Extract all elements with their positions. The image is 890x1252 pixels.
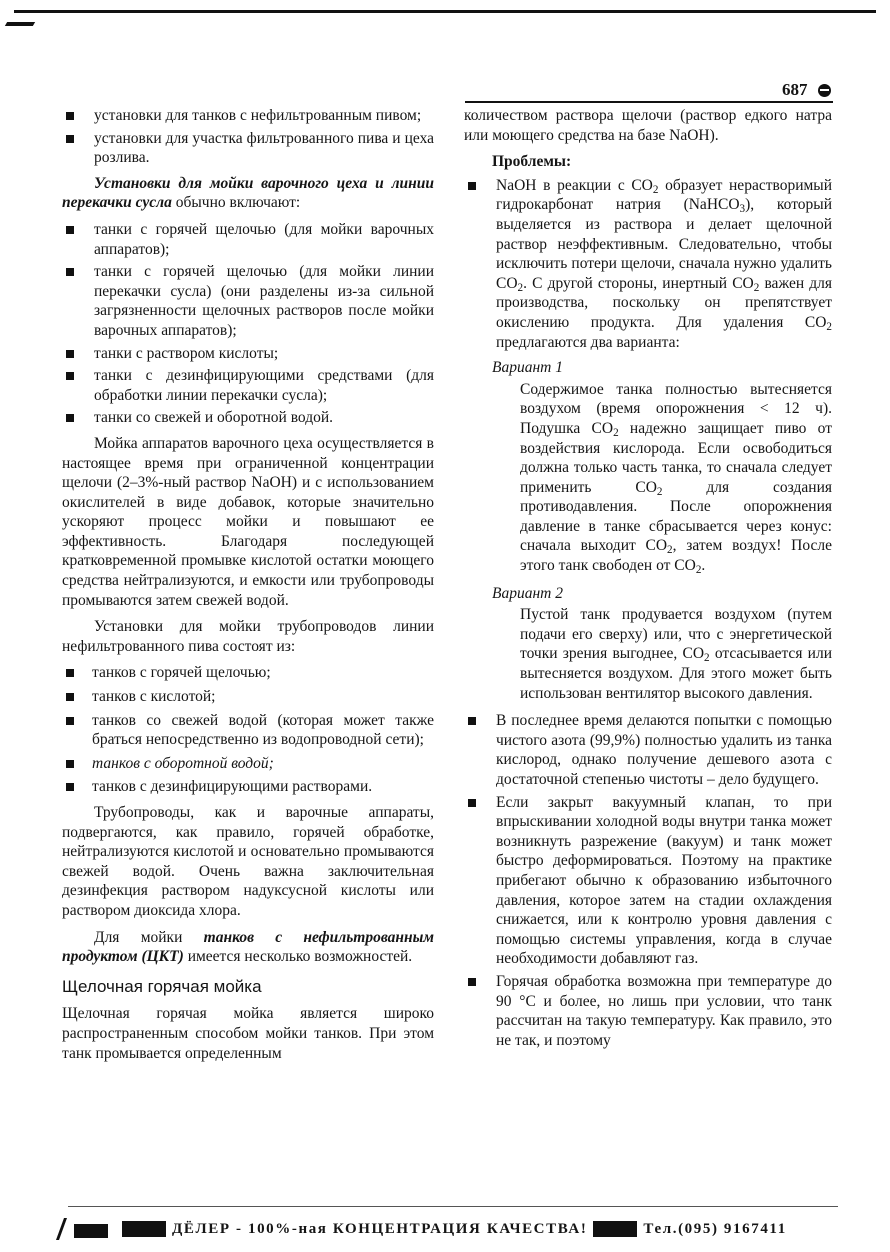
variant-1-label: Вариант 1 xyxy=(492,359,563,377)
top-corner-mark xyxy=(5,22,35,26)
problems-list-continued xyxy=(464,711,832,1050)
list-item: NaOH в реакции с $CO_2$ образует нерастворимый гидрокарбонат натрия (NaHCO$_3$), который выделяется из раствора и делает щелочной раствор неэффективным. Следовательно, чтобы исключить потери щелочи, сначала нужно удалить $CO_2$. С другой стороны, инертный $CO_2$ важен для производства, поскольку он препятствует окислению продукта. Для удаления $CO_2$ предлагаются два варианта: xyxy=(464,176,832,352)
list-item: танков с кислотой; xyxy=(62,687,434,707)
paragraph: Установки для мойки трубопроводов линии нефильтрованного пива состоят из: xyxy=(62,618,434,655)
paragraph: количеством раствора щелочи (раствор едкого натра или моющего средства на базе NaOH). xyxy=(464,107,832,144)
paragraph: Щелочная горячая мойка является широко распространенным способом мойки танков. При этом танк промывается определенным xyxy=(62,1005,434,1062)
list-item: Если закрыт вакуумный клапан, то при впрыскивании холодной воды внутри танка может возникнуть разрежение (вакуум) и танк может быстро деформироваться. Поэтому на практике прибегают обычно к образованию избыточного давления, которое затем на стадии охлаждения снижается, или к контролю уровня давления с помощью системы управления, когда в случае необходимости добавляют газ. xyxy=(464,793,832,969)
list-item: установки для участка фильтрованного пива и цеха розлива. xyxy=(62,129,434,168)
variant-2-label: Вариант 2 xyxy=(492,584,563,602)
header-rule xyxy=(465,101,833,103)
list-item: танков с горячей щелочью; xyxy=(62,663,434,683)
list-item: танков со свежей водой (которая может также браться непосредственно из водопроводной сети); xyxy=(62,711,434,750)
list-item: установки для танков с нефильтрованным пивом; xyxy=(62,106,434,126)
top-rule xyxy=(14,10,876,13)
paragraph: Трубопроводы, как и варочные аппараты, подвергаются, как правило, горячей обработке, нейтрализуются кислотой и основательно промываются свежей водой. Очень важна заключительная дезинфекция раствором надуксусной кислоты или раствором диоксида хлора. xyxy=(62,804,434,919)
list-item: В последнее время делаются попытки с помощью чистого азота (99,9%) полностью удалить из танка кислород, однако получение дешевого азота с достаточной степенью чистоты – дело будущего. xyxy=(464,711,832,789)
problems-heading: Проблемы: xyxy=(492,153,572,171)
list-item: танки с горячей щелочью (для мойки варочных аппаратов); xyxy=(62,220,434,259)
problems-list xyxy=(464,176,832,352)
variant-2-text: Пустой танк продувается воздухом (путем подачи его сверху) или, что с энергетической точки зрения выгоднее, $CO_2$ отсасывается или вытесняется воздухом. Для этого может быть использован вентилятор высокого давления. xyxy=(520,606,832,702)
section-heading: Щелочная горячая мойка xyxy=(62,976,262,996)
list-item: танки с дезинфицирующими средствами (для обработки линии перекачки сусла); xyxy=(62,366,434,405)
brewhouse-intro-paragraph: Установки для мойки варочного цеха и линии перекачки сусла обычно включают: xyxy=(62,174,434,212)
footer-block xyxy=(593,1221,637,1237)
paragraph: Мойка аппаратов варочного цеха осуществляется в настоящее время при ограниченной концентрации щелочи (2–3%-ный раствор NaOH) и с использованием окислителей в виде добавок, которые значительно ускоряют процесс мойки и повышают ее эффективность. Благодаря последующей кратковременной промывке кислотой остатки моющего средства нейтрализуются, и емкости или трубопроводы промываются затем свежей водой. xyxy=(62,434,434,609)
list-item: танков с оборотной водой; xyxy=(62,754,434,774)
page-number: 687 xyxy=(782,80,808,99)
footer-rule xyxy=(68,1206,838,1207)
footer-banner xyxy=(56,1216,846,1242)
footer-block xyxy=(122,1221,166,1237)
footer-slogan: ДЁЛЕР - 100%-ная КОНЦЕНТРАЦИЯ КАЧЕСТВА! xyxy=(172,1220,588,1237)
right-column xyxy=(464,106,832,1056)
variant-1-text: Содержимое танка полностью вытесняется воздухом (время опорожнения < 12 ч). Подушка $CO_2$ надежно защищает пиво от воздействия кислорода. Если освободиться должна только часть танка, то сначала следует применить $CO_2$ для создания противодавления. После опорожнения давление в танке сбрасывается через конус: сначала выходит $CO_2$, затем воздух! После этого танк свободен от $CO_2$. xyxy=(520,380,832,576)
list-item: Горячая обработка возможна при температуре до 90 °C и более, но лишь при условии, что танк рассчитан на такую температуру. Как правило, это не так, и поэтому xyxy=(464,972,832,1050)
left-column xyxy=(62,106,434,1070)
list-item: танков с дезинфицирующими растворами. xyxy=(62,777,434,797)
ckt-paragraph: Для мойки танков с нефильтрованным продуктом (ЦКТ) имеется несколько возможностей. xyxy=(62,928,434,966)
list-item: танки с раствором кислоты; xyxy=(62,344,434,364)
publisher-logo xyxy=(56,1218,112,1240)
pipeline-tank-list xyxy=(62,663,434,797)
page-marker-icon xyxy=(818,84,831,97)
list-item: танки с горячей щелочью (для мойки линии перекачки сусла) (они разделены из-за сильной загрязненности щелочных растворов после мойки варочных аппаратов); xyxy=(62,262,434,340)
footer-phone: Тел.(095) 9167411 xyxy=(643,1220,787,1237)
plant-list xyxy=(62,106,434,168)
brewhouse-tank-list xyxy=(62,220,434,428)
list-item: танки со свежей и оборотной водой. xyxy=(62,408,434,428)
